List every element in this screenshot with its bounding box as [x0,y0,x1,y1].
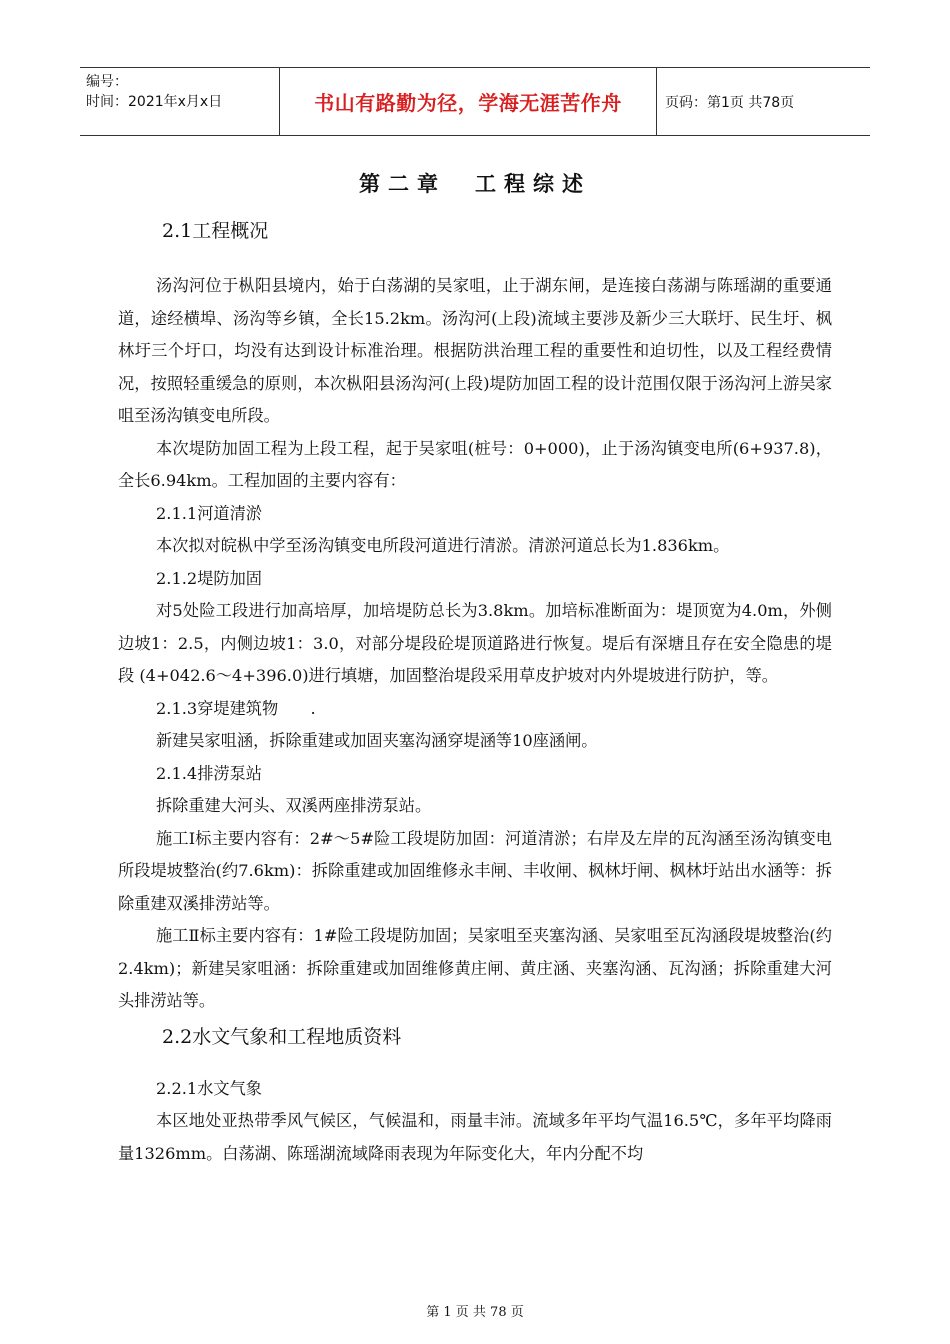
section-heading-2-1: 2.1工程概况 [162,220,269,242]
document-number-label: 编号： [86,74,128,90]
subsection-heading-2-2-1: 2.2.1水文气象 [156,1078,262,1098]
paragraph-lot-1: 施工Ⅰ标主要内容有：2#～5#险工段堤防加固：河道清淤；右岸及左岸的瓦沟涵至汤沟镇变电所段堤坡整治(约7.6km)：拆除重建或加固维修永丰闸、丰收闸、枫林圩闸、枫林圩站出水涵等：拆除重建双溪排涝站等。 [118,828,832,913]
header-motto: 书山有路勤为径，学海无涯苦作舟 [279,68,657,135]
subsection-heading-2-1-4: 2.1.4排涝泵站 [156,763,262,783]
document-time-label: 时间：2021年x月x日 [86,94,223,110]
subsection-heading-2-1-2: 2.1.2堤防加固 [156,568,262,588]
header-table [80,67,870,136]
subsection-heading-2-1-1: 2.1.1河道清淤 [156,503,262,523]
paragraph-structures: 新建吴家咀涵，拆除重建或加固夹塞沟涵穿堤涵等10座涵闸。 [156,731,598,750]
chapter-title: 第二章 工程综述 [359,172,591,196]
paragraph-lot-2: 施工Ⅱ标主要内容有：1#险工段堤防加固；吴家咀至夹塞沟涵、吴家咀至瓦沟涵段堤坡整治(约2.4km)；新建吴家咀涵：拆除重建或加固维修黄庄闸、黄庄涵、夹塞沟涵、瓦沟涵；拆除重建大河头排涝站等。 [118,926,832,1010]
paragraph-embankment: 对5处险工段进行加高培厚，加培堤防总长为3.8km。加培标准断面为：堤顶宽为4.0m，外侧边坡1：2.5，内侧边坡1：3.0，对部分堤段砼堤顶道路进行恢复。堤后有深塘且存在安全隐患的堤段 (4+042.6～4+396.0)进行填塘，加固整治堤段采用草皮护坡对内外堤坡进行防护，等。 [118,601,832,685]
page-footer: 第 1 页 共 78 页 [426,1305,524,1320]
paragraph-dredging: 本次拟对皖枞中学至汤沟镇变电所段河道进行清淤。清淤河道总长为1.836km。 [156,536,730,555]
paragraph-pump-stations: 拆除重建大河头、双溪两座排涝泵站。 [156,796,432,815]
paragraph-hydrology: 本区地处亚热带季风气候区，气候温和，雨量丰沛。流域多年平均气温16.5℃，多年平均降雨量1326mm。白荡湖、陈瑶湖流域降雨表现为年际变化大，年内分配不均 [118,1111,832,1163]
section-heading-2-2: 2.2水文气象和工程地质资料 [162,1025,402,1048]
paragraph-scope: 本次堤防加固工程为上段工程，起于吴家咀(桩号：0+000)，止于汤沟镇变电所(6+937.8)，全长6.94km。工程加固的主要内容有： [118,438,832,490]
document-body [118,212,832,1170]
subsection-heading-2-1-3: 2.1.3穿堤建筑物 . [156,698,316,718]
header-page-code: 页码：第1页 共78页 [665,94,795,111]
paragraph-overview: 汤沟河位于枞阳县境内，始于白荡湖的吴家咀，止于湖东闸，是连接白荡湖与陈瑶湖的重要通道，途经横埠、汤沟等乡镇，全长15.2km。汤沟河(上段)流域主要涉及新少三大联圩、民生圩、枫林圩三个圩口，均没有达到设计标准治理。根据防洪治理工程的重要性和迫切性，以及工程经费情况，按照轻重缓急的原则，本次枞阳县汤沟河(上段)堤防加固工程的设计范围仅限于汤沟河上游吴家咀至汤沟镇变电所段。 [118,276,832,425]
header-meta-cell [80,68,279,135]
